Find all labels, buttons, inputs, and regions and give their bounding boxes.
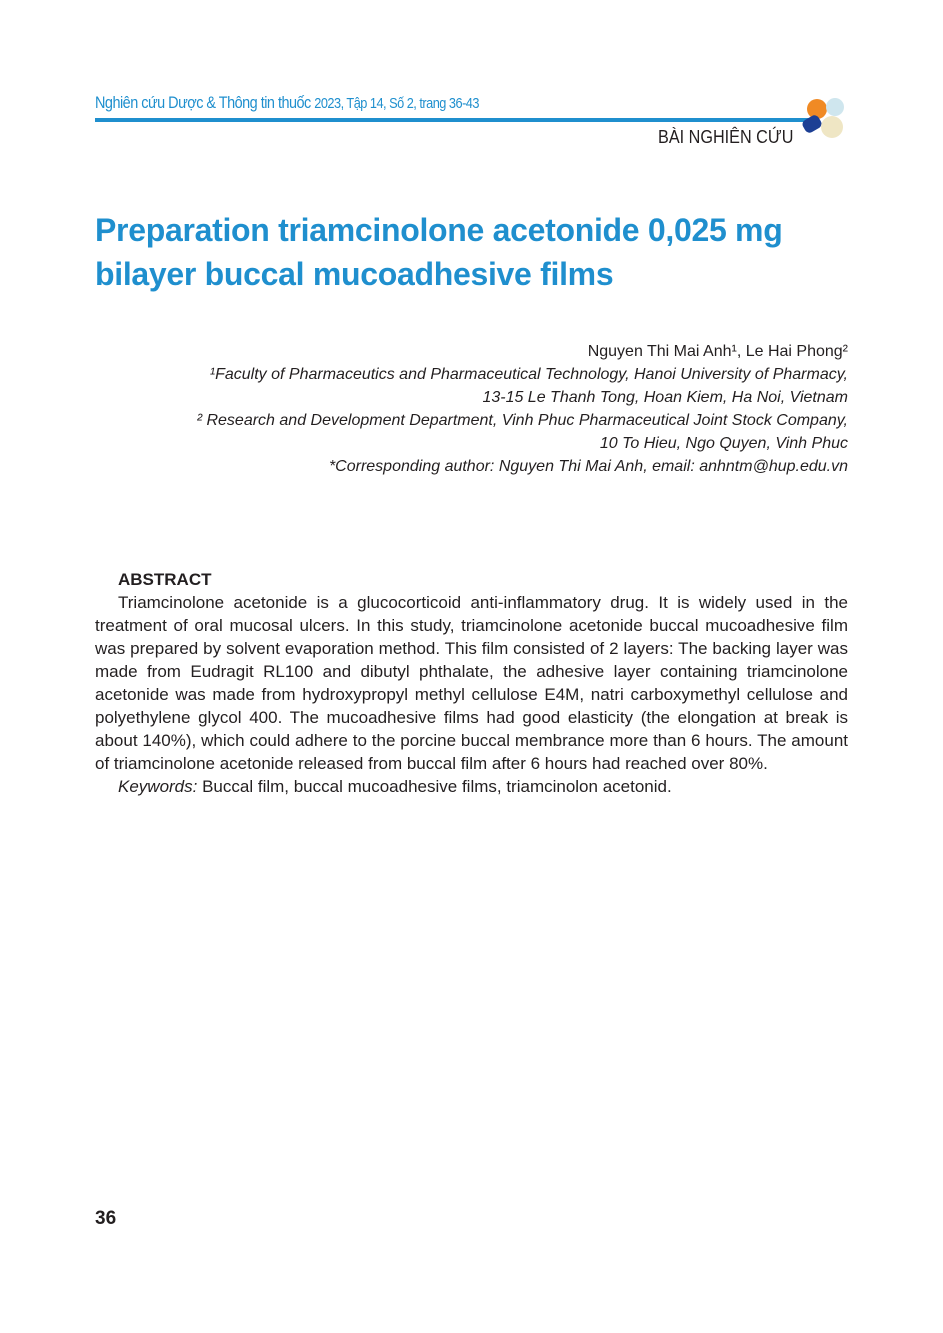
journal-issue: 2023, Tập 14, Số 2, trang 36-43	[314, 95, 479, 112]
author-block	[197, 340, 848, 478]
keywords-label: Keywords:	[118, 777, 198, 796]
section-label: BÀI NGHIÊN CỨU	[657, 127, 793, 147]
keywords-text: Buccal film, buccal mucoadhesive films, triamcinolon acetonid.	[197, 777, 672, 796]
page-number: 36	[95, 1208, 117, 1229]
title-line: bilayer buccal mucoadhesive films	[95, 256, 614, 292]
affiliation-2: ² Research and Development Department, Vinh Phuc Pharmaceutical Joint Stock Company,	[196, 412, 848, 429]
affiliation-1-address: 13-15 Le Thanh Tong, Hoan Kiem, Ha Noi, Vietnam	[482, 389, 848, 406]
abstract-section	[95, 568, 848, 798]
abstract-heading: ABSTRACT	[118, 570, 212, 589]
corresponding-author: *Corresponding author: Nguyen Thi Mai Anh, email: anhntm@hup.edu.vn	[328, 458, 848, 475]
abstract-body: Triamcinolone acetonide is a glucocorticoid anti-inflammatory drug. It is widely used in the treatment of oral mucosal ulcers. In this study, triamcinolone acetonide buccal mucoadhesive film was prepared by solvent evaporation method. This film consisted of 2 layers: The backing layer was made from Eudragit RL100 and dibutyl phthalate, the adhesive layer containing triamcinolone acetonide was made from hydroxypropyl methyl cellulose E4M, natri carboxymethyl cellulose and polyethylene glycol 400. The mucoadhesive films had good elasticity (the elongation at break is about 140%), which could adhere to the porcine buccal membrance more than 6 hours. The amount of triamcinolone acetonide released from buccal film after 6 hours had reached over 80%.	[95, 593, 848, 773]
journal-name: Nghiên cứu Dược & Thông tin thuốc	[95, 93, 311, 112]
paper-title	[95, 208, 855, 296]
journal-header	[95, 93, 479, 113]
title-line: Preparation triamcinolone acetonide 0,025 mg	[95, 212, 783, 248]
affiliation-2-address: 10 To Hieu, Ngo Quyen, Vinh Phuc	[599, 435, 848, 452]
author-names: Nguyen Thi Mai Anh¹, Le Hai Phong²	[587, 343, 848, 360]
header-rule	[95, 118, 810, 122]
keywords	[95, 775, 848, 798]
pills-logo-icon	[795, 95, 850, 145]
affiliation-1: ¹Faculty of Pharmaceutics and Pharmaceutical Technology, Hanoi University of Pharmacy,	[209, 366, 848, 383]
